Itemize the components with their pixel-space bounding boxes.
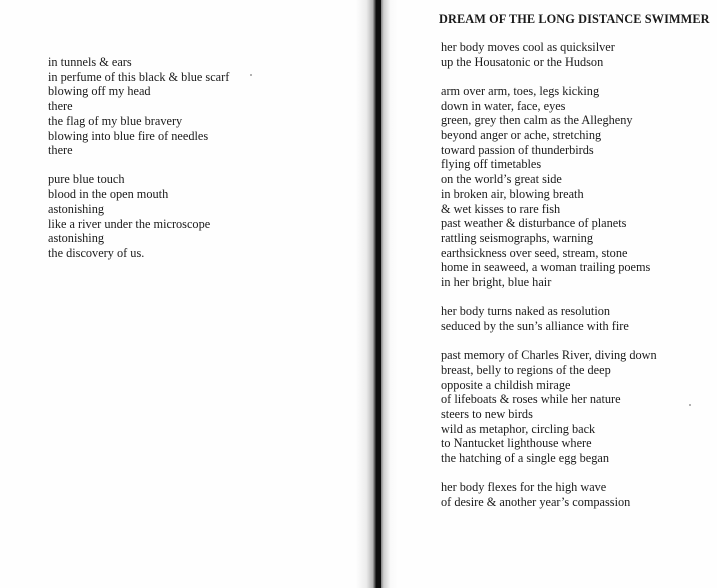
poem-line: seduced by the sun’s alliance with fire	[441, 318, 629, 333]
poem-line: pure blue touch	[48, 172, 125, 187]
poem-line: of lifeboats & roses while her nature	[441, 392, 621, 407]
poem-line: her body moves cool as quicksilver	[441, 40, 615, 54]
poem-line: the flag of my blue bravery	[48, 113, 183, 128]
poem-line: on the world’s great side	[441, 172, 562, 187]
poem-line: astonishing	[48, 231, 105, 246]
right-page	[386, 0, 717, 588]
poem-line: toward passion of thunderbirds	[441, 142, 594, 157]
poem-line: the hatching of a single egg began	[441, 451, 610, 466]
poem-line: like a river under the microscope	[48, 216, 211, 231]
poem-line: there	[48, 99, 73, 114]
paper-speck	[250, 74, 252, 76]
poem-line: in her bright, blue hair	[441, 275, 552, 290]
poem-line: & wet kisses to rare fish	[441, 201, 561, 216]
poem-line: rattling seismographs, warning	[441, 230, 593, 245]
poem-line: blowing off my head	[48, 84, 151, 99]
poem-line: flying off timetables	[441, 157, 542, 172]
poem-line: to Nantucket lighthouse where	[441, 436, 592, 451]
right-stanza-4	[441, 348, 657, 466]
poem-line: wild as metaphor, circling back	[441, 421, 596, 436]
right-stanza-1	[441, 40, 657, 69]
poem-line: earthsickness over seed, stream, stone	[441, 245, 628, 260]
poem-line: up the Housatonic or the Hudson	[441, 54, 604, 69]
poem-line: in perfume of this black & blue scarf	[48, 69, 230, 84]
poem-line: beyond anger or ache, stretching	[441, 128, 602, 143]
left-stanza-1	[48, 55, 229, 158]
poem-line: in tunnels & ears	[48, 55, 132, 69]
poem-line: past weather & disturbance of planets	[441, 216, 627, 231]
book-spine-shadow	[376, 0, 381, 588]
poem-line: in broken air, blowing breath	[441, 186, 584, 201]
poem-line: past memory of Charles River, diving down	[441, 348, 657, 363]
poem-title: DREAM OF THE LONG DISTANCE SWIMMER	[439, 12, 710, 26]
paper-speck	[689, 404, 691, 406]
poem-line: of desire & another year’s compassion	[441, 494, 631, 509]
right-stanza-5	[441, 480, 657, 509]
poem-line: home in seaweed, a woman trailing poems	[441, 260, 651, 275]
poem-line: green, grey then calm as the Allegheny	[441, 113, 633, 128]
poem-line: astonishing	[48, 201, 105, 216]
left-poem	[48, 55, 229, 275]
right-poem	[441, 40, 657, 524]
poem-line: blowing into blue fire of needles	[48, 128, 209, 143]
right-stanza-2	[441, 84, 657, 290]
poem-line: her body flexes for the high wave	[441, 480, 607, 495]
poem-line: steers to new birds	[441, 406, 533, 421]
poem-line: the discovery of us.	[48, 245, 145, 260]
left-stanza-2	[48, 172, 229, 260]
poem-line: there	[48, 143, 73, 158]
poem-line: down in water, face, eyes	[441, 98, 566, 113]
poem-line: blood in the open mouth	[48, 187, 169, 202]
poem-line: breast, belly to regions of the deep	[441, 362, 611, 377]
right-stanza-3	[441, 304, 657, 333]
poem-line: arm over arm, toes, legs kicking	[441, 83, 600, 98]
poem-line: her body turns naked as resolution	[441, 304, 611, 319]
poem-line: opposite a childish mirage	[441, 377, 571, 392]
